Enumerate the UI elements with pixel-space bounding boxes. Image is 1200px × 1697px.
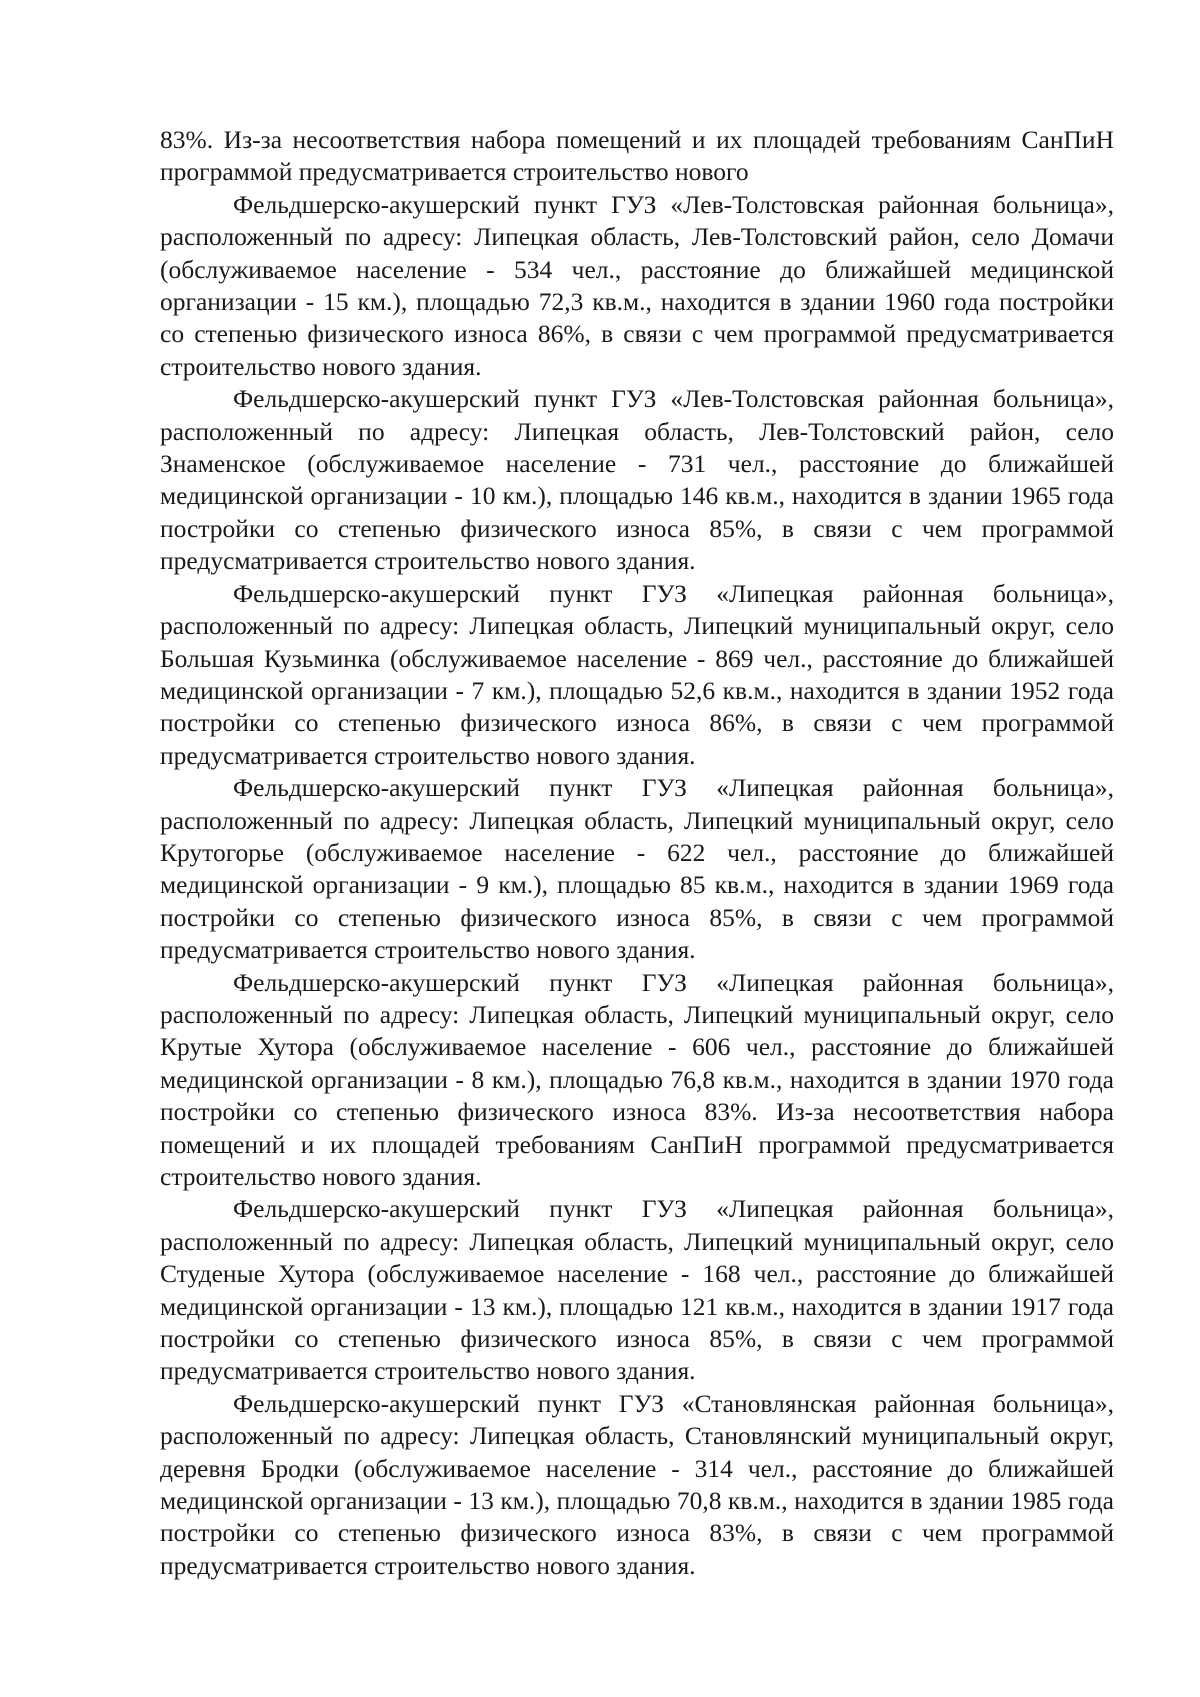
paragraph-fap-bolshaya-kuzminka: Фельдшерско-акушерский пункт ГУЗ «Липецкая районная больница», расположенный по адресу: Липецкая область, Липецкий муниципальный округ, село Большая Кузьминка (обслуживаемое население - 869 чел., расстояние до ближайшей медицинской организации - 7 км.), площадью 52,6 кв.м., находится в здании 1952 года постройки со степенью физического износа 86%, в связи с чем программой предусматривается строительство нового здания.	[160, 578, 1114, 770]
paragraph-fap-krutogorye: Фельдшерско-акушерский пункт ГУЗ «Липецкая районная больница», расположенный по адресу: Липецкая область, Липецкий муниципальный округ, село Крутогорье (обслуживаемое население - 622 чел., расстояние до ближайшей медицинской организации - 9 км.), площадью 85 кв.м., находится в здании 1969 года постройки со степенью физического износа 85%, в связи с чем программой предусматривается строительство нового здания.	[160, 773, 1114, 965]
paragraph-fap-krutye-khutora: Фельдшерско-акушерский пункт ГУЗ «Липецкая районная больница», расположенный по адресу: Липецкая область, Липецкий муниципальный округ, село Крутые Хутора (обслуживаемое население - 606 чел., расстояние до ближайшей медицинской организации - 8 км.), площадью 76,8 кв.м., находится в здании 1970 года постройки со степенью физического износа 83%. Из-за несоответствия набора помещений и их площадей требованиям СанПиН программой предусматривается строительство нового здания.	[160, 967, 1114, 1191]
paragraph-fap-znamenskoe: Фельдшерско-акушерский пункт ГУЗ «Лев-Толстовская районная больница», расположенный по адресу: Липецкая область, Лев-Толстовский район, село Знаменское (обслуживаемое население - 731 чел., расстояние до ближайшей медицинской организации - 10 км.), площадью 146 кв.м., находится в здании 1965 года постройки со степенью физического износа 85%, в связи с чем программой предусматривается строительство нового здания.	[160, 384, 1114, 576]
paragraph-continuation: 83%. Из-за несоответствия набора помещений и их площадей требованиям СанПиН программой предусматривается строительство нового	[160, 125, 1114, 187]
document-body	[160, 124, 1114, 1582]
paragraph-fap-studenye-khutora: Фельдшерско-акушерский пункт ГУЗ «Липецкая районная больница», расположенный по адресу: Липецкая область, Липецкий муниципальный округ, село Студеные Хутора (обслуживаемое население - 168 чел., расстояние до ближайшей медицинской организации - 13 км.), площадью 121 кв.м., находится в здании 1917 года постройки со степенью физического износа 85%, в связи с чем программой предусматривается строительство нового здания.	[160, 1194, 1114, 1386]
paragraph-fap-domachi: Фельдшерско-акушерский пункт ГУЗ «Лев-Толстовская районная больница», расположенный по адресу: Липецкая область, Лев-Толстовский район, село Домачи (обслуживаемое население - 534 чел., расстояние до ближайшей медицинской организации - 15 км.), площадью 72,3 кв.м., находится в здании 1960 года постройки со степенью физического износа 86%, в связи с чем программой предусматривается строительство нового здания.	[160, 189, 1114, 381]
paragraph-fap-brodki: Фельдшерско-акушерский пункт ГУЗ «Становлянская районная больница», расположенный по адресу: Липецкая область, Становлянский муниципальный округ, деревня Бродки (обслуживаемое население - 314 чел., расстояние до ближайшей медицинской организации - 13 км.), площадью 70,8 кв.м., находится в здании 1985 года постройки со степенью физического износа 83%, в связи с чем программой предусматривается строительство нового здания.	[160, 1388, 1114, 1580]
